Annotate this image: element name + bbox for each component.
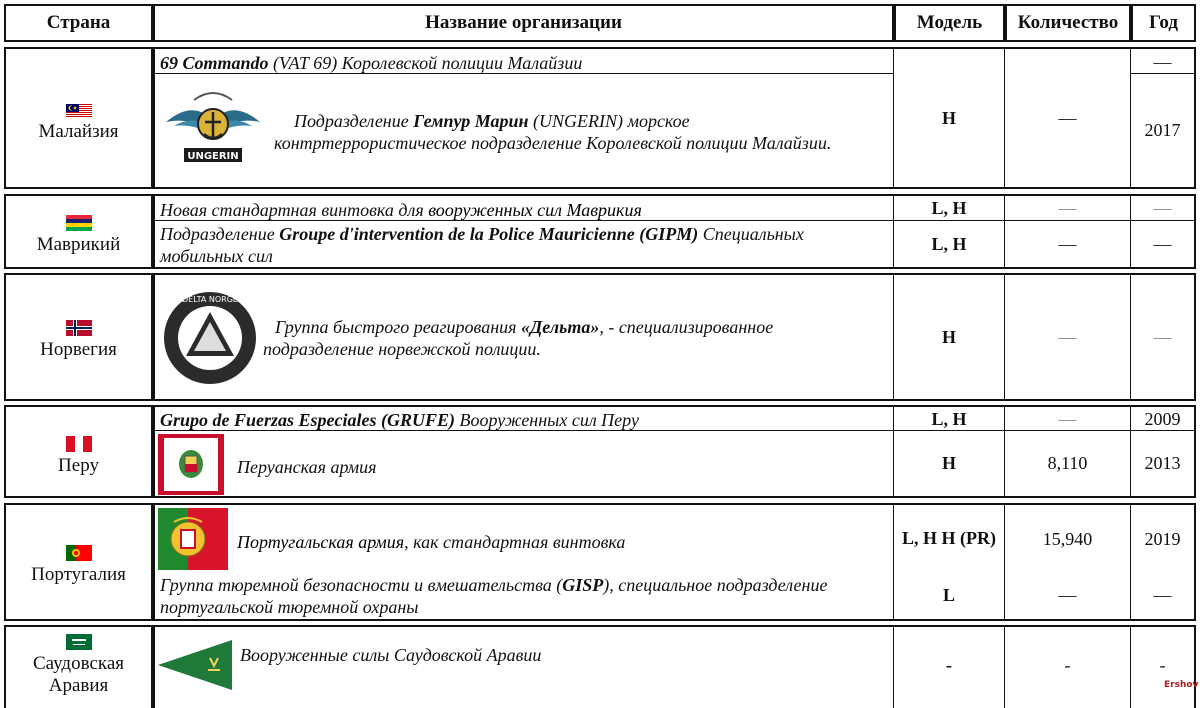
- peru-flag-icon: [66, 436, 92, 452]
- header-qty: Количество: [1005, 4, 1131, 42]
- saudi-country-name: Саудовская Аравия: [32, 653, 125, 696]
- portugal-country-cell: [4, 503, 153, 621]
- portugal-year-1: 2019: [1144, 528, 1181, 549]
- peru-qty-2: 8,110: [1047, 453, 1088, 473]
- peru-country-name: Перу: [58, 455, 99, 476]
- svg-text:DELTA NORGE: DELTA NORGE: [182, 295, 238, 304]
- portugal-year-2: —: [1153, 584, 1172, 605]
- watermark: Ershov: [1164, 680, 1199, 690]
- saudi-year: -: [1159, 654, 1166, 675]
- portuguese-army-flag-icon: [158, 508, 228, 570]
- header-org: Название организации: [153, 4, 894, 42]
- peru-org-1: Grupo de Fuerzas Especiales (GRUFE) Вооруженных сил Перу: [160, 410, 639, 430]
- saudi-qty: -: [1064, 654, 1071, 675]
- portugal-qty-1: 15,940: [1042, 528, 1093, 549]
- mauritius-flag-icon: [66, 215, 92, 231]
- portugal-org-2: Группа тюремной безопасности и вмешательства (GISP), специальное подразделение португальской тюремной охраны: [160, 575, 828, 617]
- header-year: Год: [1131, 4, 1196, 42]
- ungerin-emblem-icon: [160, 82, 266, 168]
- portugal-qty-2: —: [1058, 584, 1077, 605]
- norway-year: —: [1153, 327, 1172, 347]
- saudi-org-1: Вооруженные силы Саудовской Аравии: [240, 645, 542, 665]
- portugal-model-2: L: [942, 584, 955, 605]
- svg-text:UNGERIN: UNGERIN: [187, 151, 239, 162]
- mauritius-qty-1: —: [1058, 198, 1077, 218]
- saudi-armed-forces-pennant-icon: [158, 640, 232, 690]
- portugal-flag-icon: [66, 545, 92, 561]
- mauritius-qty-2: —: [1058, 233, 1077, 254]
- saudi-model: -: [946, 654, 952, 675]
- malaysia-country-name: Малайзия: [38, 121, 119, 142]
- header-country: Страна: [4, 4, 153, 42]
- mauritius-country-cell: [4, 194, 153, 269]
- malaysia-org-1: 69 Commando (VAT 69) Королевской полиции Малайзии: [160, 53, 583, 73]
- malaysia-qty: —: [1058, 108, 1077, 128]
- peru-qty-1: —: [1058, 408, 1077, 429]
- portugal-org-1: Португальская армия, как стандартная винтовка: [237, 532, 626, 552]
- mauritius-model-2: L, H: [931, 233, 967, 254]
- norway-country-name: Норвегия: [40, 339, 117, 360]
- malaysia-org-2: Подразделение Гемпур Марин (UNGERIN) морское контртеррористическое подразделение Королевской полиции Малайзии.: [274, 111, 832, 153]
- peru-year-2: 2013: [1144, 453, 1181, 473]
- norway-country-cell: [4, 273, 153, 401]
- norway-model: H: [941, 327, 956, 347]
- malaysia-flag-icon: [66, 104, 92, 118]
- peru-model-1: L, H: [931, 408, 967, 429]
- mauritius-year-2: —: [1153, 233, 1172, 254]
- malaysia-year-2: 2017: [1144, 120, 1181, 140]
- norway-flag-icon: [66, 320, 92, 336]
- mauritius-org-1: Новая стандартная винтовка для вооруженных сил Маврикия: [160, 200, 642, 220]
- norway-org-1: Группа быстрого реагирования «Дельта», - специализированное подразделение норвежской полиции.: [263, 317, 774, 359]
- mauritius-model-1: L, H: [931, 198, 967, 218]
- delta-norge-emblem-icon: [162, 288, 258, 388]
- saudi-flag-icon: [66, 634, 92, 650]
- peru-org-2: Перуанская армия: [237, 457, 377, 477]
- malaysia-model: H: [941, 108, 956, 128]
- portugal-country-name: Португалия: [31, 564, 126, 585]
- peru-model-2: H: [941, 453, 956, 473]
- malaysia-country-cell: [4, 47, 153, 189]
- peru-year-1: 2009: [1144, 408, 1181, 429]
- peruvian-army-flag-icon: [158, 434, 224, 495]
- mauritius-year-1: —: [1153, 198, 1172, 218]
- mauritius-org-2: Подразделение Groupe d'intervention de la Police Mauricienne (GIPM) Специальных мобильных сил: [160, 224, 804, 266]
- mauritius-country-name: Маврикий: [36, 234, 121, 255]
- portugal-model-1: L, H H (PR): [902, 528, 996, 548]
- malaysia-year-1: —: [1153, 51, 1172, 72]
- header-model: Модель: [894, 4, 1005, 42]
- norway-qty: —: [1058, 327, 1077, 347]
